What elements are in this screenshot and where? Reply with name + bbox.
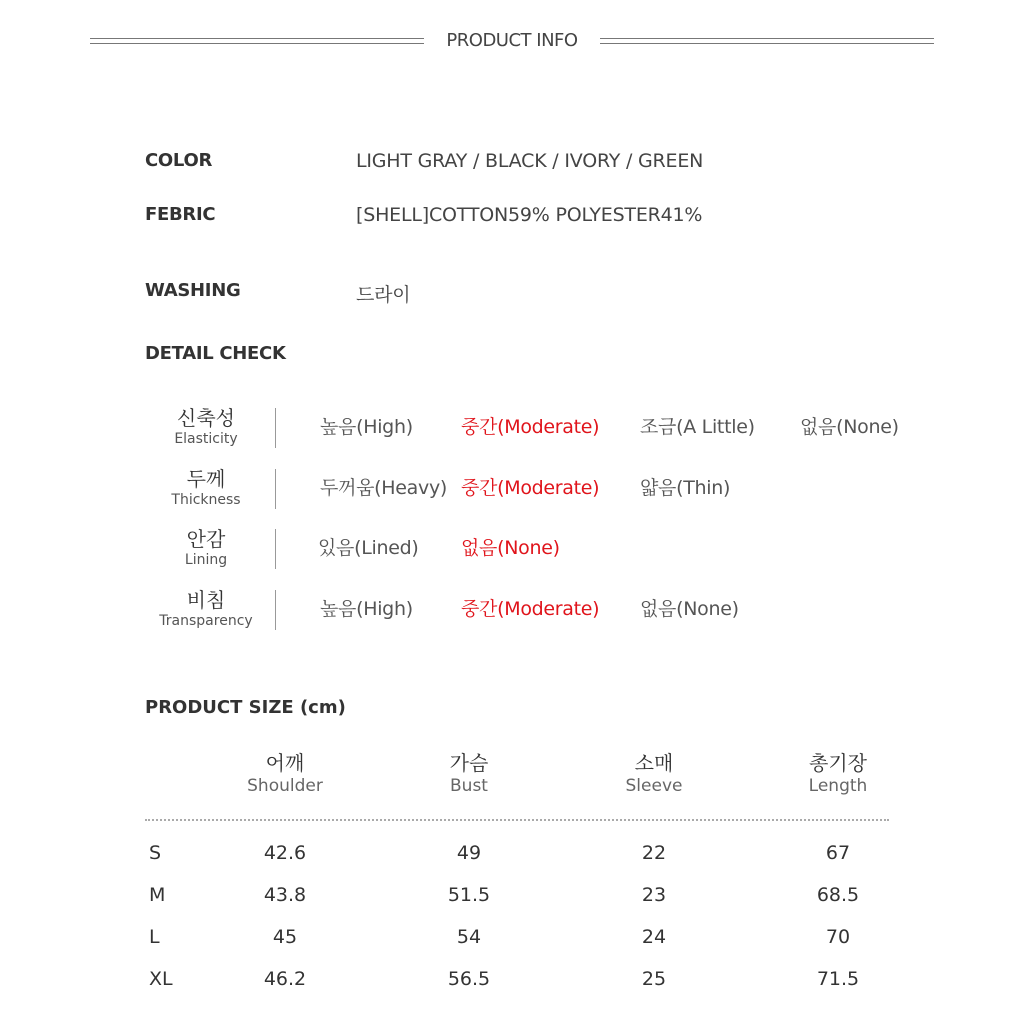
detail-check-title: DETAIL CHECK: [145, 343, 286, 364]
detail-option: 높음(High): [320, 416, 413, 438]
size-column-header: [215, 751, 355, 797]
size-cell: 43.8: [263, 884, 307, 906]
detail-name-en: Lining: [184, 552, 228, 568]
size-column-header: [584, 751, 724, 797]
size-label: S: [149, 842, 162, 864]
detail-name-ko: 안감: [186, 527, 226, 551]
detail-name: [145, 406, 267, 448]
size-label: XL: [149, 968, 173, 990]
detail-row-lining: [145, 527, 925, 577]
detail-option-selected: 중간(Moderate): [461, 598, 600, 620]
detail-name: [145, 588, 267, 630]
size-label: M: [149, 884, 166, 906]
header-rule-left: [90, 38, 424, 44]
size-column-en: Length: [808, 776, 868, 796]
detail-name-ko: 비침: [186, 588, 226, 612]
size-column-ko: 어깨: [265, 751, 305, 775]
size-label: L: [149, 926, 160, 948]
table-row: [145, 926, 905, 956]
size-column-ko: 소매: [634, 751, 674, 775]
detail-row-thickness: [145, 467, 925, 517]
size-cell: 68.5: [816, 884, 860, 906]
table-row: [145, 884, 905, 914]
size-column-en: Shoulder: [247, 776, 323, 796]
detail-row-transparency: [145, 588, 925, 638]
size-cell: 71.5: [816, 968, 860, 990]
detail-divider: [275, 408, 276, 448]
size-cell: 54: [456, 926, 482, 948]
size-cell: 42.6: [263, 842, 307, 864]
detail-option-selected: 중간(Moderate): [461, 477, 600, 499]
size-column-ko: 가슴: [449, 751, 489, 775]
size-cell: 23: [641, 884, 667, 906]
page-title: PRODUCT INFO: [446, 30, 578, 51]
size-cell: 46.2: [263, 968, 307, 990]
detail-option: 얇음(Thin): [640, 477, 731, 499]
detail-row-elasticity: [145, 406, 925, 456]
header-rule-right: [600, 38, 934, 44]
detail-name: [145, 467, 267, 509]
detail-option: 두꺼움(Heavy): [320, 477, 447, 499]
table-row: [145, 968, 905, 998]
table-row: [145, 842, 905, 872]
product-info-header: [90, 28, 934, 54]
washing-label: WASHING: [145, 280, 241, 301]
detail-name-ko: 두께: [186, 467, 226, 491]
detail-name: [145, 527, 267, 569]
color-value: LIGHT GRAY / BLACK / IVORY / GREEN: [356, 150, 704, 172]
size-column-header: [399, 751, 539, 797]
size-cell: 25: [641, 968, 667, 990]
size-column-header: [768, 751, 908, 797]
detail-option: 조금(A Little): [640, 416, 755, 438]
fabric-label: FEBRIC: [145, 204, 216, 225]
size-cell: 70: [825, 926, 851, 948]
detail-name-en: Elasticity: [174, 431, 238, 447]
size-cell: 56.5: [447, 968, 491, 990]
detail-name-en: Thickness: [171, 492, 241, 508]
size-cell: 45: [272, 926, 298, 948]
size-column-en: Bust: [450, 776, 488, 796]
color-label: COLOR: [145, 150, 213, 171]
detail-option-selected: 없음(None): [461, 537, 560, 559]
detail-option-selected: 중간(Moderate): [461, 416, 600, 438]
product-size-title: PRODUCT SIZE (cm): [145, 697, 346, 718]
detail-name-ko: 신축성: [177, 406, 235, 430]
detail-option: 없음(None): [640, 598, 739, 620]
detail-option: 높음(High): [320, 598, 413, 620]
washing-value: 드라이: [356, 284, 411, 306]
detail-name-en: Transparency: [159, 613, 253, 629]
detail-divider: [275, 529, 276, 569]
size-cell: 51.5: [447, 884, 491, 906]
fabric-value: [SHELL]COTTON59% POLYESTER41%: [356, 204, 703, 226]
size-cell: 67: [825, 842, 851, 864]
detail-option: 있음(Lined): [318, 537, 419, 559]
size-cell: 49: [456, 842, 482, 864]
size-column-ko: 총기장: [809, 751, 867, 775]
size-cell: 24: [641, 926, 667, 948]
size-table-divider: [145, 819, 889, 821]
detail-divider: [275, 590, 276, 630]
size-cell: 22: [641, 842, 667, 864]
size-column-en: Sleeve: [625, 776, 683, 796]
detail-divider: [275, 469, 276, 509]
detail-option: 없음(None): [800, 416, 899, 438]
